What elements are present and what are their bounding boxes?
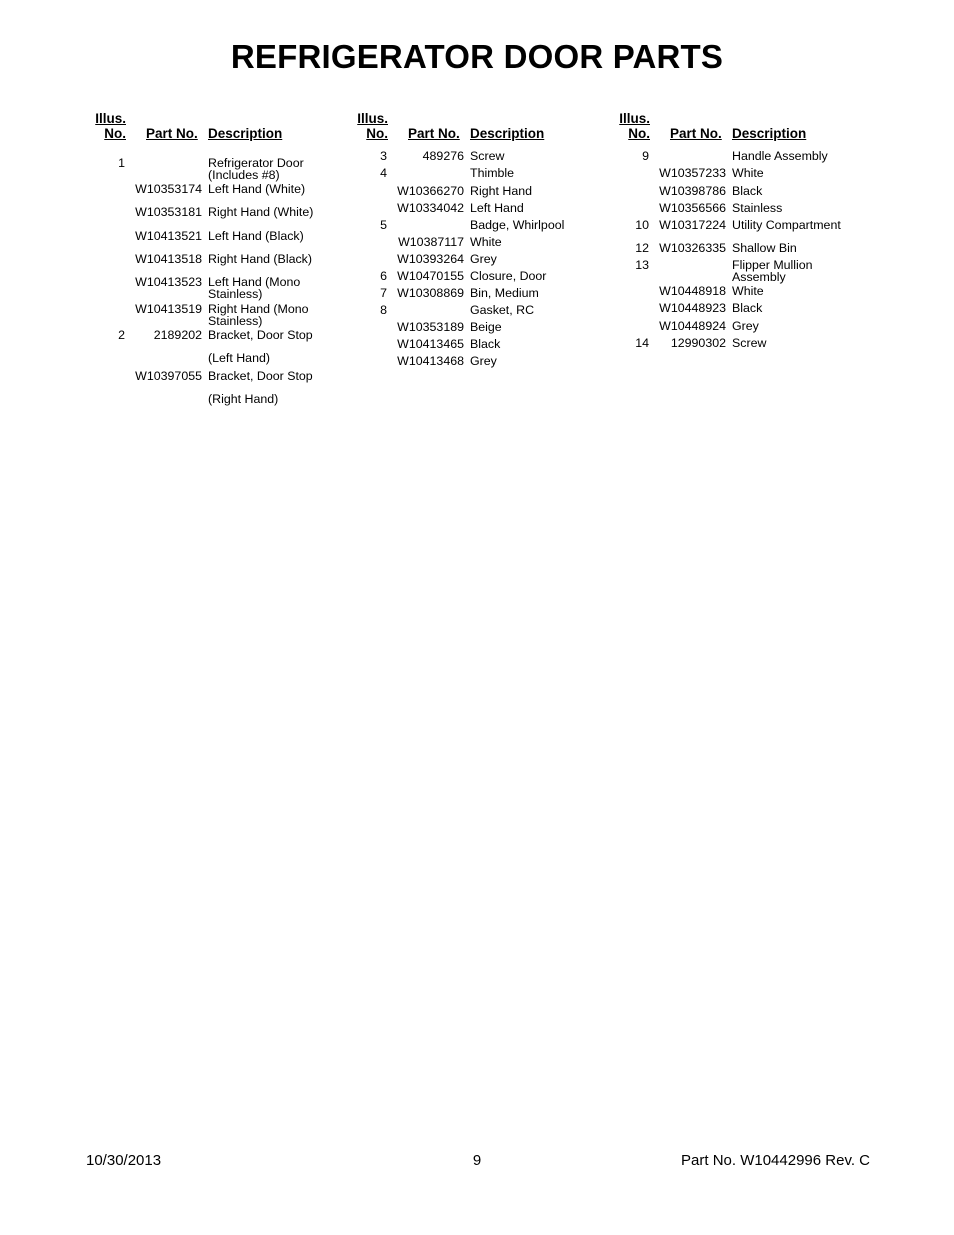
description-cell: Gasket, RC [470,303,535,317]
description-cell: Screw [732,336,767,350]
part-no-cell: W10413523 [135,275,202,289]
part-no-cell: W10353189 [397,320,464,334]
page-title: REFRIGERATOR DOOR PARTS [230,38,724,75]
part-no-header: Part No. [670,126,722,141]
description-cell: Handle Assembly [732,149,828,163]
description-cell: Bin, Medium [470,286,539,300]
illus-no-cell: 9 [642,149,649,163]
description-header: Description [208,126,283,141]
description-cell: Refrigerator Door (Includes #8) [208,156,304,182]
part-no-cell: W10356566 [659,201,726,215]
description-cell: Black [732,301,763,315]
part-no-cell: 2189202 [153,328,202,342]
part-no-cell: W10413521 [135,229,202,243]
illus-no-cell: 14 [635,336,649,350]
part-no-cell: W10413519 [135,302,202,316]
description-cell: Stainless [732,201,783,215]
description-cell: Closure, Door [470,269,547,283]
description-cell: Shallow Bin [732,241,797,255]
description-cell: Bracket, Door Stop [208,328,313,342]
footer-page-number: 9 [472,1152,482,1169]
description-cell: Right Hand [470,184,532,198]
description-cell: (Right Hand) [208,392,279,406]
part-no-cell: W10317224 [659,218,726,232]
part-no-cell: W10413518 [135,252,202,266]
description-cell: White [732,166,764,180]
description-cell: Left Hand (Mono Stainless) [208,275,301,301]
description-cell: Grey [470,252,497,266]
description-cell: Right Hand (Mono Stainless) [208,302,309,328]
illus-no-cell: 8 [380,303,387,317]
part-no-cell: W10326335 [659,241,726,255]
illus-no-cell: 13 [635,258,649,272]
illus-no-cell: 2 [118,328,125,342]
description-header: Description [470,126,545,141]
description-cell: Badge, Whirlpool [470,218,565,232]
description-cell: Grey [732,319,759,333]
part-no-cell: 489276 [422,149,464,163]
description-cell: Left Hand (Black) [208,229,304,243]
description-cell: Thimble [470,166,515,180]
illus-no-header: Illus. No. [619,111,650,141]
part-no-cell: W10353174 [135,182,202,196]
illus-no-cell: 7 [380,286,387,300]
illus-no-cell: 10 [635,218,649,232]
illus-no-cell: 5 [380,218,387,232]
description-cell: Black [732,184,763,198]
description-cell: (Left Hand) [208,351,270,365]
part-no-cell: W10353181 [135,205,202,219]
illus-no-cell: 6 [380,269,387,283]
part-no-header: Part No. [408,126,460,141]
part-no-header: Part No. [146,126,198,141]
description-cell: Screw [470,149,505,163]
description-cell: Utility Compartment [732,218,841,232]
description-cell: White [470,235,502,249]
description-header: Description [732,126,807,141]
footer-part-number: Part No. W10442996 Rev. C [681,1152,870,1169]
part-no-cell: W10397055 [135,369,202,383]
part-no-cell: W10308869 [397,286,464,300]
part-no-cell: 12990302 [670,336,726,350]
description-cell: Left Hand (White) [208,182,306,196]
description-cell: Right Hand (White) [208,205,314,219]
description-cell: Right Hand (Black) [208,252,312,266]
part-no-cell: W10413468 [397,354,464,368]
part-no-cell: W10366270 [397,184,464,198]
description-cell: Bracket, Door Stop [208,369,313,383]
part-no-cell: W10448918 [659,284,726,298]
part-no-cell: W10334042 [397,201,464,215]
description-cell: Beige [470,320,502,334]
part-no-cell: W10398786 [659,184,726,198]
illus-no-cell: 12 [635,241,649,255]
description-cell: Flipper Mullion Assembly [732,258,813,284]
illus-no-cell: 1 [118,156,125,170]
description-cell: Grey [470,354,497,368]
part-no-cell: W10448924 [659,319,726,333]
description-cell: Black [470,337,501,351]
part-no-cell: W10357233 [659,166,726,180]
illus-no-cell: 4 [380,166,387,180]
part-no-cell: W10413465 [397,337,464,351]
illus-no-header: Illus. No. [95,111,126,141]
part-no-cell: W10393264 [397,252,464,266]
part-no-cell: W10448923 [659,301,726,315]
part-no-cell: W10470155 [397,269,464,283]
footer-date: 10/30/2013 [86,1152,162,1169]
description-cell: White [732,284,764,298]
illus-no-cell: 3 [380,149,387,163]
description-cell: Left Hand [470,201,524,215]
part-no-cell: W10387117 [398,235,464,249]
illus-no-header: Illus. No. [357,111,388,141]
